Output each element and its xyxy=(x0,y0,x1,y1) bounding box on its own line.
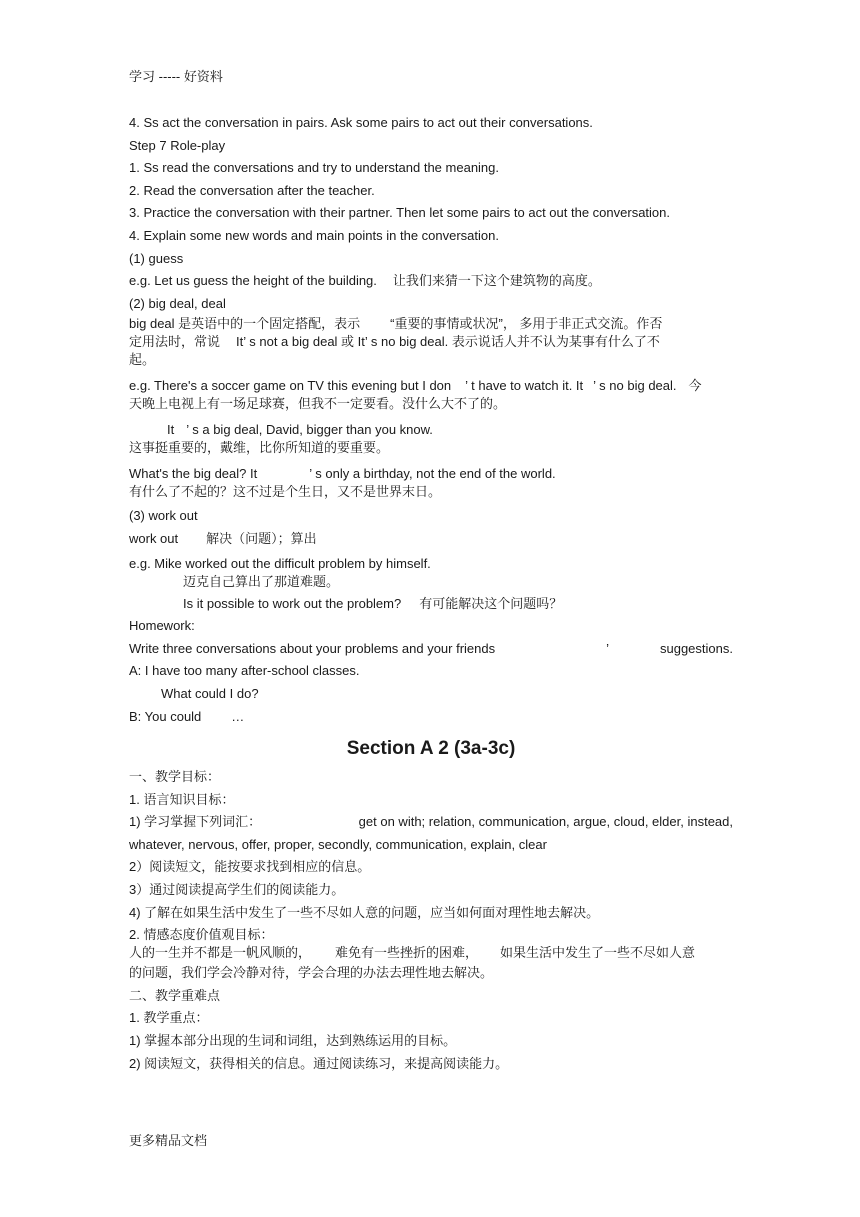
document-body xyxy=(129,112,733,1075)
text-span: ’ s only a birthday, not the end of the world. xyxy=(309,466,556,482)
text-line xyxy=(129,944,733,962)
text-line xyxy=(129,315,733,333)
text-span: 解决（问题）；算出 xyxy=(206,530,317,546)
text-line: 1. 教学重点： xyxy=(129,1010,209,1026)
text-line: 4. Ss act the conversation in pairs. Ask some pairs to act out their conversations. xyxy=(129,115,593,130)
text-line xyxy=(129,811,733,834)
text-line: 天晚上电视上有一场足球赛，但我不一定要看。没什么大不了的。 xyxy=(129,396,507,412)
text-span: 难免有一些挫折的困难， xyxy=(335,945,479,961)
vocab-heading: (2) big deal, deal xyxy=(129,295,226,311)
text-line: 2. 情感态度价值观目标： xyxy=(129,927,274,943)
text-line xyxy=(129,333,733,351)
text-span: 定用法时，常说 xyxy=(129,334,221,350)
text-line: 3）通过阅读提高学生们的阅读能力。 xyxy=(129,882,345,898)
text-line: 4. Explain some new words and main points in the conversation. xyxy=(129,227,499,243)
text-line xyxy=(129,706,733,729)
text-line: 二、教学重难点 xyxy=(129,987,221,1003)
text-span: get on with; relation, communication, argue, cloud, elder, instead, xyxy=(358,814,733,830)
text-line: whatever, nervous, offer, proper, secondly, communication, explain, clear xyxy=(129,836,547,852)
text-span: 今 xyxy=(688,378,702,394)
text-span: big deal 是英语中的一个固定搭配，表示 xyxy=(129,316,361,332)
text-line: 迈克自己算出了那道难题。 xyxy=(183,573,340,589)
text-span: 人的一生并不都是一帆风顺的， xyxy=(129,945,312,961)
section-title: Section A 2 (3a-3c) xyxy=(346,738,516,760)
text-span: ’ t have to watch it. It xyxy=(465,378,584,394)
text-span: ’ s a big deal, David, bigger than you know. xyxy=(186,422,433,438)
text-span: B: You could xyxy=(129,708,202,724)
text-line: 1) 掌握本部分出现的生词和词组，达到熟练运用的目标。 xyxy=(129,1033,457,1049)
text-span: It’ s not a big deal 或 It’ s no big deal. 表示说话人并不认为某事有什么了不 xyxy=(236,334,660,350)
example-zh: 让我们来猜一下这个建筑物的高度。 xyxy=(392,273,601,289)
text-span: What's the big deal? It xyxy=(129,466,258,482)
text-line: 有什么了不起的？这不过是个生日，又不是世界末日。 xyxy=(129,484,442,500)
step-heading: Step 7 Role-play xyxy=(129,137,226,153)
page-footer: 更多精品文档 xyxy=(129,1133,208,1148)
text-span: … xyxy=(231,708,245,724)
example-line: e.g. Mike worked out the difficult problem by himself. xyxy=(129,555,431,571)
text-line: A: I have too many after-school classes. xyxy=(129,663,360,679)
text-line: 1. 语言知识目标： xyxy=(129,791,235,807)
text-line: 2) 阅读短文，获得相关的信息。通过阅读练习，来提高阅读能力。 xyxy=(129,1055,509,1071)
text-line: 3. Practice the conversation with their partner. Then let some pairs to act out the conversation. xyxy=(129,205,670,221)
example-en: e.g. Let us guess the height of the building. xyxy=(129,273,377,289)
example-line xyxy=(129,593,733,616)
text-line: 一、教学目标： xyxy=(129,769,221,785)
text-line xyxy=(129,528,733,551)
text-line: 4) 了解在如果生活中发生了一些不尽如人意的问题，应当如何面对理性地去解决。 xyxy=(129,904,600,920)
page-header: 学习 ----- 好资料 xyxy=(129,69,223,84)
text-line xyxy=(129,638,733,661)
text-span: 有可能解决这个问题吗？ xyxy=(419,595,563,611)
text-span: “重要的事情或状况”， 多用于非正式交流。作否 xyxy=(390,316,663,332)
text-span: ’ s no big deal. xyxy=(593,378,677,394)
text-line: 的问题，我们学会冷静对待，学会合理的办法去理性地去解决。 xyxy=(129,965,494,981)
text-span: work out xyxy=(129,530,179,546)
text-line: 2）阅读短文，能按要求找到相应的信息。 xyxy=(129,859,371,875)
example-line xyxy=(129,465,733,483)
text-line: What could I do? xyxy=(161,685,259,701)
text-span: e.g. There's a soccer game on TV this evening but I don xyxy=(129,378,452,394)
text-span: It xyxy=(167,422,175,438)
text-line: 这事挺重要的，戴维，比你所知道的要重要。 xyxy=(129,440,390,456)
example-line xyxy=(129,270,733,293)
text-span: 如果生活中发生了一些不尽如人意 xyxy=(500,945,696,961)
text-line: 起。 xyxy=(129,352,156,368)
text-span: suggestions. xyxy=(659,640,733,656)
text-span: ’ xyxy=(606,640,609,656)
text-line: 2. Read the conversation after the teacher. xyxy=(129,182,375,198)
vocab-heading: (1) guess xyxy=(129,250,184,266)
text-span: Is it possible to work out the problem? xyxy=(183,595,402,611)
text-span: 1) 学习掌握下列词汇： xyxy=(129,814,262,830)
example-line xyxy=(129,377,733,395)
text-span: Write three conversations about your problems and your friends xyxy=(129,640,496,656)
homework-heading: Homework: xyxy=(129,618,195,634)
text-line: 1. Ss read the conversations and try to understand the meaning. xyxy=(129,160,500,176)
vocab-heading: (3) work out xyxy=(129,508,198,524)
example-line xyxy=(129,421,733,439)
